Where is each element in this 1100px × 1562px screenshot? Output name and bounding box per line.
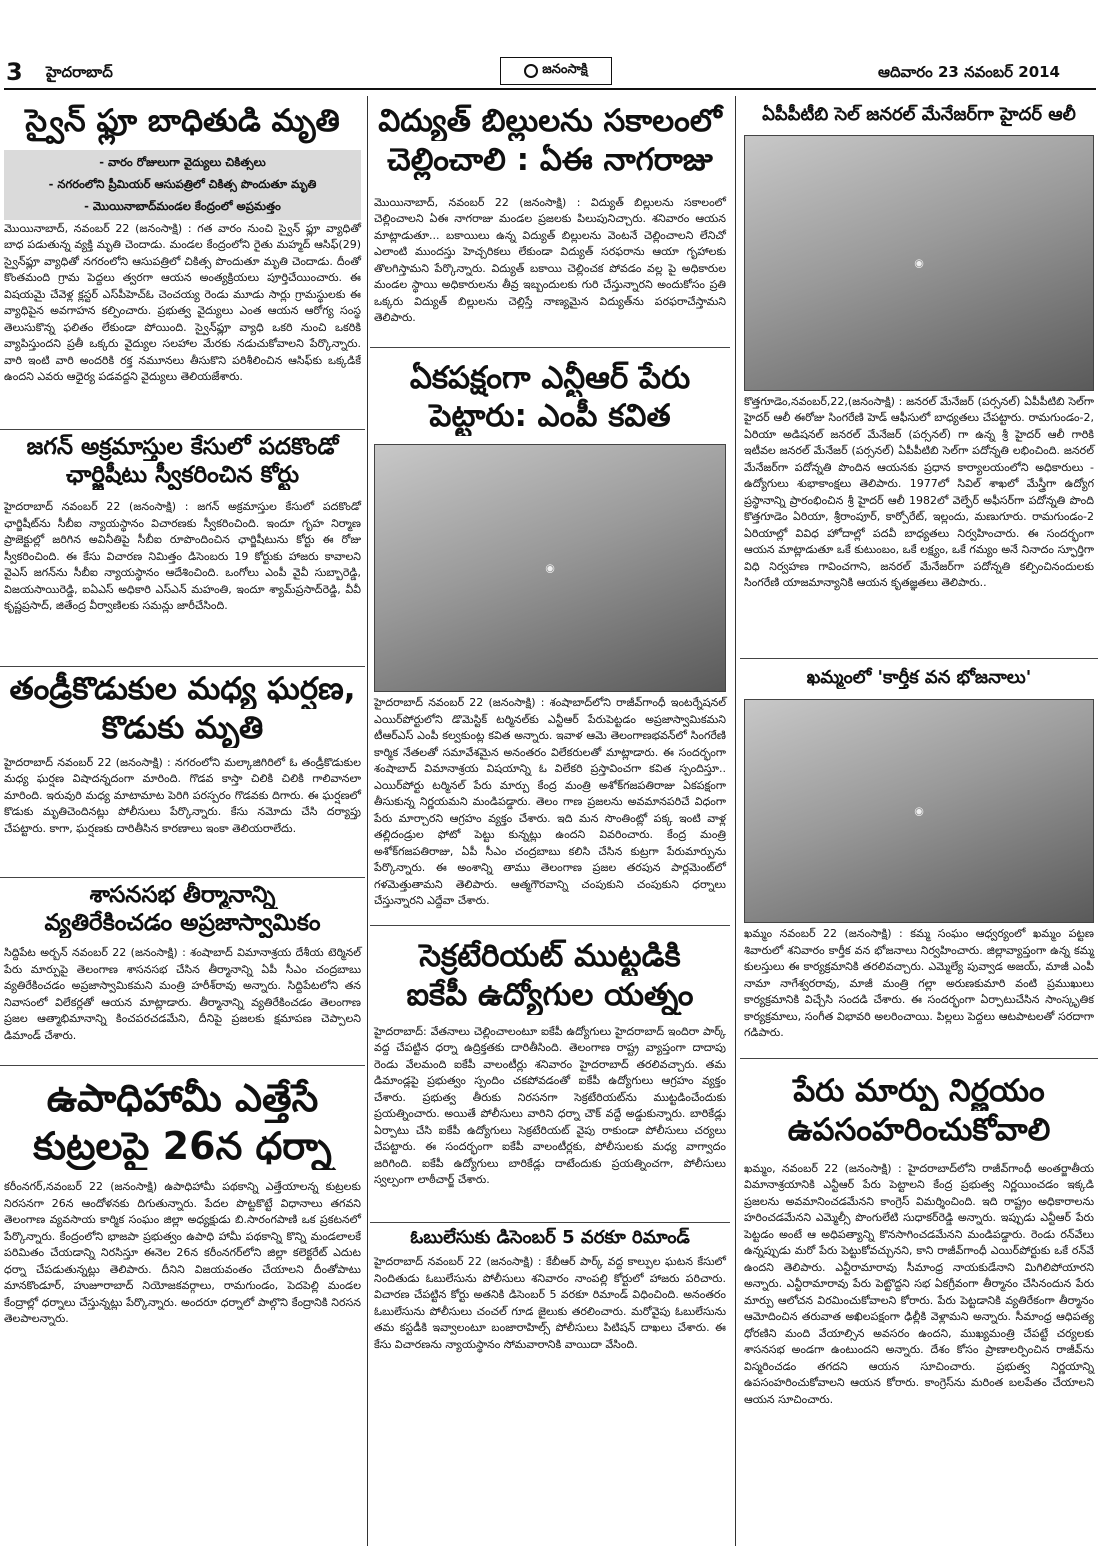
headline-secretariat-l2: ఐకేపీ ఉద్యోగుల యత్నం (406, 976, 694, 1013)
article-body-jagan: హైదరాబాద్ నవంబర్ 22 (జనంసాక్షి) : జగన్ అక్రమాస్తుల కేసులో పదకొండో ఛార్జిషీట్‌ను సీబీఐ న్యాయస్థానం విచారణకు స్వీకరించింది. ఇందూ గృహ నిర్మాణ ప్రాజెక్టుల్లో జరిగిన అవినీతిపై సీబీఐ రూపొందించిన ఛార్జిషీటును కోర్టు ఈ రోజు స్వీకరించింది. ఈ కేసు విచారణ నిమిత్తం డిసెంబరు 19 కోర్టుకు హాజరు కావాలని వైఎస్ జగన్‌ను సీబీఐ న్యాయస్థానం ఆదేశించింది. ఒంగోలు ఎంపీ వైవీ సుబ్బారెడ్డి, విజయసాయిరెడ్డి, ఐఏఎస్ అధికారి ఎస్‌ఎన్ మహంతి, ఇందూ శ్యామ్‌ప్రసాద్‌రెడ్డి, వీవీ కృష్ణప్రసాద్, జితేంద్ర వీర్వాణిలకు సమన్లు జారీచేసింది. (4, 500, 361, 613)
headline-assembly-l1: శాసనసభ తీర్మానాన్ని (89, 881, 276, 908)
headline-obulesu: ఓబులేసుకు డిసెంబర్ 5 వరకూ రిమాండ్ (410, 1226, 690, 1248)
headline-electricity-l2: చెల్లించాలి : ఏఈ నాగరాజు (387, 141, 713, 178)
article-body-electricity: మొయినాబాద్, నవంబర్ 22 (జనంసాక్షి) : విద్యుత్ బిల్లులను సకాలంలో చెల్లించాలని ఏఈ నాగరాజు మండల ప్రజలకు పిలుపునిచ్చారు. శనివారం ఆయన మాట్లాడుతూ... బకాయిలు ఉన్న విద్యుత్ బిల్లులను వెంటనే చెల్లించాలని లేనిచో ఎలాంటి ముందస్తు హెచ్చరికలు లేకుండా విద్యుత్ సరఫరాను ఆయా గృహాలకు తొలగిస్తామని పేర్కొన్నారు. విద్యుత్ బకాయి చెల్లించక పోవడం వల్ల పై అధికారుల మండల స్థాయి అధికారులను తీవ్ర ఇబ్బందులకు గురి చేస్తున్నారని అందుకోసం ప్రతి ఒక్కరు విద్యుత్ బిల్లులను చెల్లిస్తే నాణ్యమైన విద్యుత్‌ను పరఫరాచేస్తామని తెలిపారు. (374, 195, 726, 324)
subheadline-box (4, 150, 361, 220)
divider (740, 1058, 1098, 1059)
divider (370, 347, 730, 348)
article-body-karthika: ఖమ్మం నవంబర్ 22 (జనంసాక్షి) : కమ్మ సంఘం ఆధ్వర్యంలో ఖమ్మం పట్టణ శివారులో శనివారం కార్తీక వన భోజనాలు నిర్వహించారు. జిల్లావ్యాప్తంగా ఉన్న కమ్మ కులస్తులు ఈ కార్యక్రమానికి తరలివచ్చారు. ఎమ్మెల్యే పువ్వాడ అజయ్, మాజీ ఎంపీ నామా నాగేశ్వరరావు, మాజీ మంత్రి గల్లా అరుణకుమారి వంటి ప్రముఖులు కార్యక్రమానికి విచ్చేసి సందడి చేశారు. ఈ సందర్భంగా ఏర్పాటుచేసిన సాంస్కృతిక కార్యక్రమాలు, సంగీత విభావరి అలరించాయి. పిల్లలు పెద్దలు ఆటపాటలతో సరదాగా గడిపారు. (744, 927, 1094, 1039)
divider (0, 666, 365, 667)
masthead-rule (4, 88, 1096, 90)
issue-date: ఆదివారం 23 నవంబర్ 2014 (877, 63, 1060, 81)
photo-karthika-event (744, 699, 1094, 923)
subheadline-1: - వారం రోజులుగా వైద్యులు చికిత్సలు (99, 155, 266, 169)
headline-ntr-l1: ఏకపక్షంగా ఎన్టీఆర్ పేరు (409, 359, 691, 396)
column-divider (735, 96, 736, 1546)
photo-icon: ◉ (914, 804, 924, 818)
masthead (0, 0, 1100, 92)
article-body-swine-flu: మొయినాబాద్, నవంబర్ 22 (జనంసాక్షి) : గత వారం నుంచి స్వైన్ ఫ్లూ వ్యాధితో బాధ పడుతున్న వ్యక్తి మృతి చెందాడు. మండల కేంద్రంలోని రైతు మహ్మద్ ఆసిఫ్(29) స్వైన్‌ఫ్లూ వ్యాధితో నగరంలోని ఆసుపత్రిలో చికిత్స పొందుతూ మృతి చెందాడు. దీంతో కొంతమంది గ్రామ పెద్దలు త్వరగా ఆయన అంత్యక్రియలు పూర్తిచేయించారు. ఈ విషయమై చేవెళ్ల క్లస్టర్ ఎస్‌పీహెచ్‌ఓ చెంచయ్య రెండు మూడు సార్లు గ్రామస్థులకు ఈ వ్యాధిపైన అవగాహన కల్పించారు. ప్రభుత్వ వైద్యులు ఎంత ఆయన ఆరోగ్య సంస్థ తెలుసుకొన్న ఫలితం లేకుండా పోయింది. స్వైన్‌ఫ్లూ వ్యాధి ఒకరి నుంచి ఒకరికి వ్యాపిస్తుందని ప్రతీ ఒక్కరు వైద్యుల సలహాల మేరకు నడుచుకోవాలని పేర్కొన్నారు. వారి ఇంటి వారి అందరికి రక్త నమూనలు తీసుకొని పరిశీలించిన ఆసిఫ్‌కు ఒక్కడికే ఉందని ఎవరు ఆధైర్య పడవద్దని వైద్యులు తెలియజేశారు. (4, 221, 361, 384)
article-body-upadhi: కరీంనగర్,నవంబర్ 22 (జనంసాక్షి) ఉపాధిహామీ పథకాన్ని ఎత్తేయాలన్న కుట్రలకు నిరసనగా 26న ఆందోళనకు దిగుతున్నారు. పేదల పొట్టకొట్టే విధానాలు తగవని తెలంగాణ వ్యవసాయ కార్మిక సంఘం జిల్లా అధ్యక్షుడు బి.సారంగపాణి ఒక ప్రకటనలో పేర్కొన్నారు. కేంద్రంలోని భాజపా ప్రభుత్వం ఉపాధి హామీ పథకాన్ని కొన్ని మండలాలకే పరిమితం చేయడాన్ని నిరసిస్తూ ఈనెల 26న కరీంనగర్‌లోని జిల్లా కలెక్టరేట్ ఎదుట ధర్నా చేపడుతున్నట్లు తెలిపారు. దీనిని విజయవంతం చేయాలని దీంతోపాటు మానకొండూర్, హుజూరాబాద్ నియోజకవర్గాలు, రామగుండం, పెదపెల్లి మండల కేంద్రాల్లో ధర్నాలు చేస్తున్నట్లు పేర్కొన్నారు. అందరూ ధర్నాలో పాల్గొని కేంద్రానికి నిరసన తెలపాలన్నారు. (4, 1180, 361, 1326)
headline-secretariat-l1: సెక్రటేరియట్ ముట్టడికి (419, 938, 681, 974)
divider (0, 429, 365, 430)
column-right (740, 92, 1098, 1552)
headline-ntr-l2: పెట్టారు: ఎంపీ కవిత (429, 398, 671, 435)
subheadline-3: - మొయినాబాద్‌మండల కేంద్రంలో అప్రమత్తం (84, 198, 281, 213)
column-center (370, 92, 730, 1552)
headline-assembly-l2: వ్యతిరేకించడం అప్రజాస్వామికం (44, 910, 321, 937)
headline-upadhi-l2: కుట్రలపై 26న ధర్నా (33, 1123, 332, 1168)
headline-haider-ali: ఏపీపీటీబి సెల్ జనరల్ మేనేజర్‌గా హైదర్ ఆలీ (762, 104, 1076, 125)
article-body-haider-ali: కొత్తగూడెం,నవంబర్,22,(జనంసాక్షి) : జనరల్ మేనేజర్ (పర్సనల్) ఏపీపీటిబి సెల్‌గా హైదర్ ఆలీ ఈరోజు సింగరేణి హెడ్ ఆఫీసులో బాధ్యతలు చేపట్టారు. రామగుండం-2, ఏరియా అడిషనల్ జనరల్ మేనేజర్ (పర్సనల్) గా ఉన్న శ్రీ హైదర్ ఆలీ గారికి ఇటీవల జనరల్ మేనేజర్ (పర్సనల్) ఏపీపీటిబి సెల్‌గా పదోన్నతి లభించింది. జనరల్ మేనేజర్‌గా పదోన్నతి పొందిన ఆయనకు ప్రధాన కార్యాలయంలోని అధికారులు - ఉద్యోగులు శుభాకాంక్షలు తెలిపారు. 1977లో సివిల్ శాఖలో మేస్త్రీగా ఉద్యోగ ప్రస్థానాన్ని ప్రారంభించిన శ్రీ హైదర్ ఆలీ 1982లో వెల్ఫేర్ అఫీసర్‌గా పదోన్నతి పొంది కొత్తగూడెం ఏరియా, శ్రీరాంపూర్, కార్పోరేట్, ఇల్లందు, మణుగూరు. రామగుండం-2 ఏరియాల్లో వివిధ హోదాల్లో పదవీ బాధ్యతలు నిర్వహించారు. ఈ సందర్భంగా ఆయన మాట్లాడుతూ ఒకే కుటుంబం, ఒకే లక్ష్యం, ఒకే గమ్యం అనే నినాదం స్ఫూర్తిగా విధి నిర్వహణ గావించగాని, జనరల్ మేనేజర్‌గా పదోన్నతి కల్పించినందులకు సింగరేణి యాజమాన్యానికి ఆయన కృతజ్ఞతలు తెలిపారు.. (744, 394, 1094, 589)
headline-name-change-l2: ఉపసంహరించుకోవాలి (787, 1111, 1051, 1148)
divider (370, 1222, 730, 1223)
column-left (0, 92, 365, 1552)
page-number: 3 (6, 58, 23, 86)
divider (0, 877, 365, 878)
headline-electricity-l1: విద్యుత్ బిల్లులను సకాలంలో (378, 103, 722, 139)
photo-icon: ◉ (914, 256, 924, 269)
headline-father-son-l2: కొడుకు మృతి (101, 709, 264, 746)
edition-city: హైదరాబాద్ (46, 63, 113, 81)
article-body-secretariat: హైదరాబాద్: వేతనాలు చెల్లించాలంటూ ఐకేపీ ఉద్యోగులు హైదరాబాద్ ఇందిరా పార్క్ వద్ద చేపట్టిన ధర్నా ఉద్రిక్తతకు దారితీసింది. తెలంగాణ రాష్ట్ర వ్యాప్తంగా దాదాపు రెండు వేలమంది ఐకేపీ వాలంటీర్లు శనివారం హైదరాబాద్ తరలివచ్చారు. తమ డిమాండ్లపై ప్రభుత్వం స్పందిం చకపోవడంతో ఐకేపీ ఉద్యోగులు ఆగ్రహం వ్యక్తం చేశారు. ప్రభుత్వ తీరుకు నిరసనగా సెక్రటేరియట్‌ను ముట్టడించేందుకు ప్రయత్నించారు. అయితే పోలీసులు వారిని ధర్నా చౌక్ వద్దే అడ్డుకున్నారు. బారికేడ్లు ఏర్పాటు చేసి ఐకేపీ ఉద్యోగులు సెక్రటేరియట్ వైపు రాకుండా పోలీసులు చర్యలు చేపట్టారు. ఈ సందర్భంగా ఐకేపీ వాలంటీర్లకు, పోలీసులకు మధ్య వాగ్వాదం జరిగింది. ఐకేపీ ఉద్యోగులు బారికేడ్లు దాటేందుకు ప్రయత్నించగా, పోలీసులు స్వల్పంగా లాఠీచార్జ్ చేశారు. (374, 1024, 726, 1186)
article-body-obulesu: హైదరాబాద్ నవంబర్ 22 (జనంసాక్షి) : కేబీఆర్ పార్క్ వద్ద కాల్పుల ఘటన కేసులో నిందితుడు ఓబులేసును పోలీసులు శనివారం నాంపల్లి కోర్టులో హాజరు పరిచారు. విచారణ చేపట్టిన కోర్టు అతనికి డిసెంబర్ 5 వరకూ రిమాండ్ విధించింది. అనంతరం ఓబులేసును పోలీసులు చంచల్ గూడ జైలుకు తరలించారు. మరోవైపు ఓబులేసును తమ కస్టడీకి ఇవ్వాలంటూ బంజారాహిల్స్ పోలీసులు పిటిషన్ దాఖలు చేశారు. ఈ కేసు విచారణను న్యాయస్థానం సోమవారానికి వాయిదా వేసింది. (374, 1255, 726, 1351)
divider (0, 1065, 365, 1066)
headline-upadhi-l1: ఉపాధిహామీ ఎత్తేసే (46, 1076, 319, 1121)
headline-name-change-l1: పేరు మార్పు నిర్ణయం (793, 1073, 1045, 1109)
article-body-ntr: హైదరాబాద్ నవంబర్ 22 (జనంసాక్షి) : శంషాబాద్‌లోని రాజీవ్‌గాంధీ ఇంటర్నేషనల్ ఎయిర్‌పోర్టులోని డొమెస్టిక్ టర్మినల్‌కు ఎన్టీఆర్ పేరుపెట్టడం అప్రజాస్వామికమని టీఆర్‌ఎస్ ఎంపీ కల్వకుంట్ల కవిత అన్నారు. ఇవాళ ఆమె తెలంగాణభవన్‌లో సింగరేణి కార్మిక నేతలతో సమావేశమైన అనంతరం విలేకరులతో మాట్లాడారు. ఈ సందర్భంగా శంషాబాద్ విమానాశ్రయ విషయాన్ని ఓ విలేకరి ప్రస్తావించగా కవిత స్పందిస్తూ.. ఎయిర్‌పోర్టు టర్మినల్ పేరు మార్పు కేంద్ర మంత్రి అశోక్‌గజపతిరాజు ఏకపక్షంగా తీసుకున్న నిర్ణయమని మండిపడ్డారు. తెలం గాణ ప్రజలను అవమానపరిచే విధంగా పేరు మార్చారని ఆగ్రహం వ్యక్తం చేశారు. ఇది మన సొంతింట్లో పక్క ఇంటి వాళ్ల తల్లిదండ్రుల ఫోటో పెట్టు కున్నట్లు ఉందని వివరించారు. కేంద్ర మంత్రి అశోక్‌గజపతిరాజు, ఏపీ సీఎం చంద్రబాబు కలిసి చేసిన కుట్రగా పేరుమార్పును పేర్కొన్నారు. ఈ అంశాన్ని తాము తెలంగాణ ప్రజల తరపున పార్లమెంట్‌లో గళమెత్తుతామని తెలిపారు. ఆత్మగౌరవాన్ని చంపుకుని చంపుకుని ధర్నాలు చేస్తున్నారని ఎద్దేవా చేశారు. (374, 696, 726, 907)
headline-father-son-l1: తండ్రీకొడుకుల మధ్య ఘర్షణ, (9, 671, 356, 708)
subheadline-2: - నగరంలోని ప్రీమియర్ ఆసుపత్రిలో చికిత్స పొందుతూ మృతి (48, 176, 317, 191)
headline-karthika: ఖమ్మంలో 'కార్తీక వన భోజనాలు' (806, 666, 1032, 688)
article-body-father-son: హైదరాబాద్ నవంబర్ 22 (జనంసాక్షి) : నగరంలోని మల్కాజిగిరిలో ఓ తండ్రీకొడుకుల మధ్య ఘర్షణ విషాదన్నదంగా మారింది. గొడవ కాస్తా చిలికి చిలికి గాలివానలా మారింది. ఇరువురి మధ్య మాటామాట పెరిగి పరస్పరం గొడవకు దిగారు. ఈ ఘర్షణలో కొడుకు మృతిచెందినట్లు పోలీసులు పేర్కొన్నారు. కేసు నమోదు చేసి దర్యాప్తు చేపట్టారు. కాగా, ఘర్షణకు దారితీసిన కారణాలు ఇంకా తెలియరాలేదు. (4, 755, 361, 835)
headline-swine-flu: స్వైన్ ఫ్లూ బాధితుడి మృతి (25, 103, 340, 139)
headline-jagan-l1: జగన్ అక్రమాస్తుల కేసులో పదకొండో (26, 433, 339, 460)
photo-haider-ali (744, 135, 1094, 391)
headline-jagan-l2: ఛార్జిషీటు స్వీకరించిన కోర్టు (65, 462, 300, 489)
photo-mp-kavitha (374, 444, 726, 692)
divider (740, 658, 1098, 659)
article-body-assembly: సిద్దిపేట అర్బన్ నవంబర్ 22 (జనంసాక్షి) : శంషాబాద్ విమానాశ్రయ దేశీయ టెర్మినల్ పేరు మార్పుపై తెలంగాణ శాసనసభ చేసిన తీర్మానాన్ని ఏపీ సీఎం చంద్రబాబు వ్యతిరేకించడం అప్రజాస్వామికమని మంత్రి హరీశ్‌రావు అన్నారు. సిద్దిపేటలోని తన నివాసంలో విలేకర్లతో ఆయన మాట్లాడారు. తీర్మానాన్ని వ్యతిరేకించడం తెలంగాణ ప్రజల ఆత్మాభిమానాన్ని కించపరచడమేని, దీనిపై ప్రజలకు క్షమాపణ చెప్పాలని డిమాండ్ చేశారు. (4, 946, 361, 1042)
article-body-name-change: ఖమ్మం, నవంబర్ 22 (జనంసాక్షి) : హైదరాబాద్‌లోని రాజీవ్‌గాంధీ అంతర్జాతీయ విమానాశ్రయానికి ఎన్టీఆర్ పేరు పెట్టాలని కేంద్ర ప్రభుత్వ నిర్ణయించడం ఇక్కడి ప్రజలను అవమానించడమేనని కాంగ్రెస్ విమర్శించింది. ఇది రాష్ట్రం అధికారాలను హరించడమేనని ఎమ్మెల్సీ పొంగులేటి సుధాకర్‌రెడ్డి అన్నారు. ఇప్పుడు ఎన్టీఆర్ పేరు పెట్టడం అంటే ఆ అధిపత్యాన్ని కొనసాగించడమేనని మండిపడ్డారు. రెండు రన్‌వేలు ఉన్నప్పుడు మరో పేరు పెట్టుకోవచ్చునని, కాని రాజీవ్‌గాంధీ ఎయిర్‌పోర్టుకు ఒకే రన్‌వే ఉందని తెలిపారు. ఎన్టీరామారావు సీమాంధ్ర నాయకుడేనాని మిగిలిపోయారని అన్నారు. ఎన్టీరామారావు పేరు పెట్టొద్దని సభ ఏకగ్రీవంగా తీర్మానం చేసినందున పేరు మార్పు ఆలోచన విరమించుకోవాలని కోరారు. పేరు పెట్టడానికి వ్యతిరేకంగా తీర్మానం ఆమోదించిన తరువాత అఖిలపక్షంగా ఢిల్లీకి వెళ్లామని అన్నారు. సీమాంధ్ర ఆధిపత్య ధోరణిని మంది వేయాల్సిన అవసరం ఉందని, ముఖ్యమంత్రి చేపట్టే చర్యలకు శాసనసభ అండగా ఉంటుందని అన్నారు. దేశం కోసం ప్రాణాలర్పించిన రాజీవ్‌ను విస్మరించడం తగదని ఆయన సూచించారు. ప్రభుత్వ నిర్ణయాన్ని ఉపసంహరించుకోవాలని ఆయన కోరారు. కాంగ్రెస్‌ను మరింత బలపేతం చేయాలని ఆయన సూచించారు. (744, 1161, 1094, 1406)
logo-emblem-icon (524, 64, 538, 78)
newspaper-logo (500, 57, 612, 85)
logo-text: జనంసాక్షి (542, 62, 588, 77)
column-divider (367, 96, 368, 1546)
photo-icon: ◉ (545, 561, 555, 575)
divider (370, 925, 730, 926)
